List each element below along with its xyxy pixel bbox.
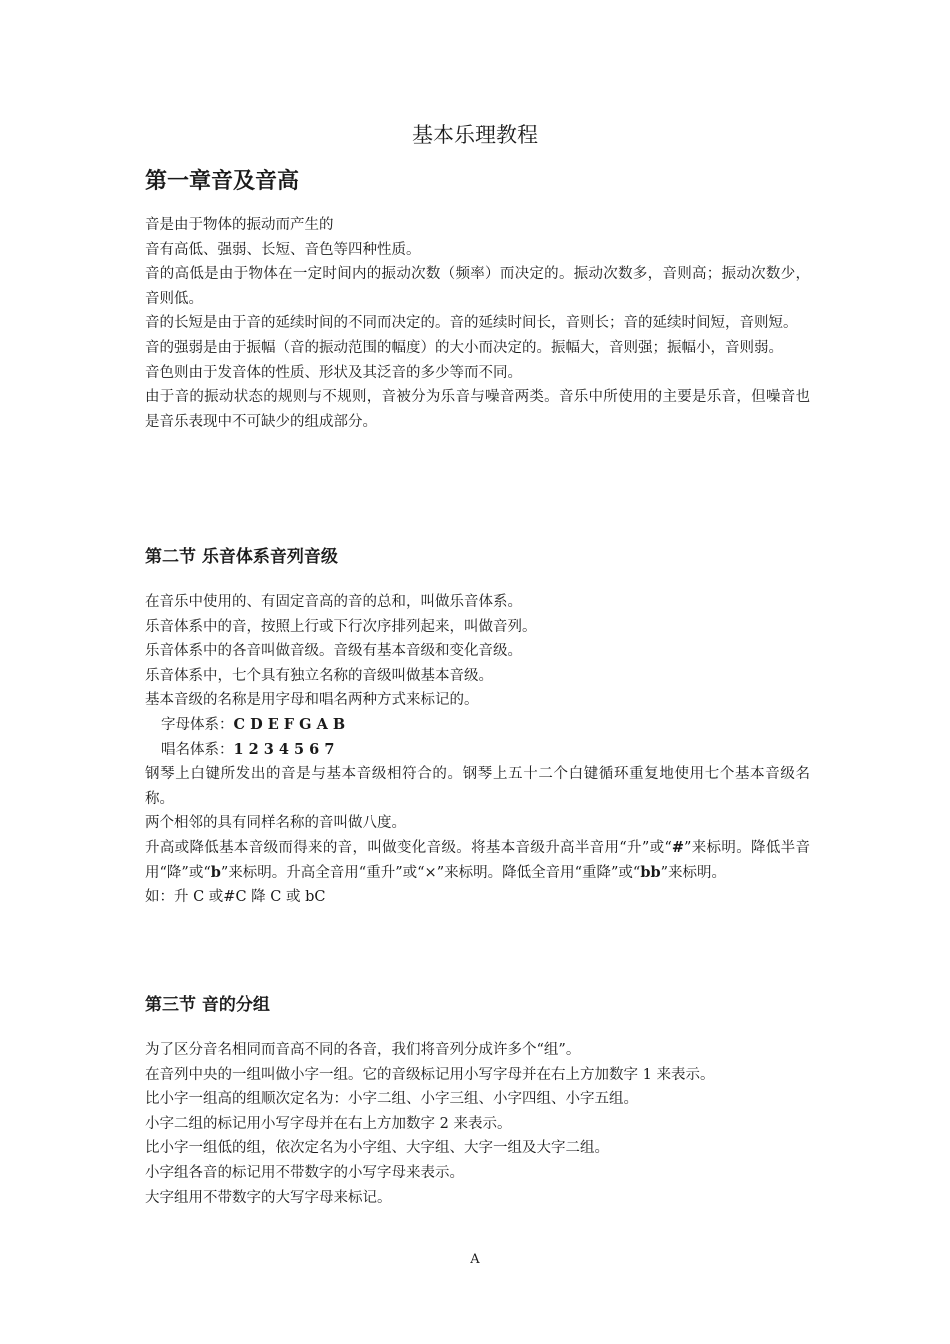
- text-run: 升高或降低基本音级而得来的音，叫做变化音级。将基本音级升高半音用“升”或“: [145, 839, 672, 856]
- paragraph: 小字组各音的标记用不带数字的小写字母来表示。: [145, 1164, 464, 1181]
- paragraph: 音的长短是由于音的延续时间的不同而决定的。音的延续时间长，音则长；音的延续时间短，音则短。: [145, 315, 798, 332]
- letter-system-value: C D E F G A B: [233, 715, 346, 733]
- paragraph: 为了区分音名相同而音高不同的各音，我们将音列分成许多个“组”。: [145, 1042, 581, 1058]
- solfege-system-label: 唱名体系：: [161, 741, 234, 758]
- solfege-system-line: [145, 738, 810, 763]
- paragraph: 大字组用不带数字的大写字母来标记。: [145, 1189, 392, 1206]
- section-2-body: [145, 590, 810, 910]
- section-2-title: 第二节 乐音体系音列音级: [145, 547, 338, 567]
- double-flat-symbol: bb: [640, 863, 661, 881]
- text-run: ”来标明。: [660, 864, 727, 881]
- paragraph: 乐音体系中，七个具有独立名称的音级叫做基本音级。: [145, 667, 493, 684]
- letter-system-label: 字母体系：: [161, 716, 234, 733]
- paragraph: 由于音的振动状态的规则与不规则，音被分为乐音与噪音两类。音乐中所使用的主要是乐音，但噪音也是音乐表现中不可缺少的组成部分。: [145, 389, 810, 430]
- paragraph: [145, 836, 810, 885]
- chapter-title: 第一章音及音高: [145, 169, 300, 194]
- paragraph: 比小字一组低的组，依次定名为小字组、大字组、大字一组及大字二组。: [145, 1140, 609, 1157]
- solfege-system-value: 1 2 3 4 5 6 7: [233, 740, 335, 758]
- paragraph: 两个相邻的具有同样名称的音叫做八度。: [145, 815, 406, 832]
- paragraph: 音的强弱是由于振幅（音的振动范围的幅度）的大小而决定的。振幅大，音则强；振幅小，音则弱。: [145, 339, 783, 356]
- paragraph: 在音乐中使用的、有固定音高的音的总和，叫做乐音体系。: [145, 594, 522, 610]
- text-run: ”来标明。降低半音用“降”或“: [145, 839, 810, 881]
- page-footer: A: [470, 1252, 480, 1267]
- paragraph: 音色则由于发音体的性质、形状及其泛音的多少等而不同。: [145, 364, 522, 381]
- paragraph: 音有高低、强弱、长短、音色等四种性质。: [145, 241, 421, 258]
- paragraph: 乐音体系中的各音叫做音级。音级有基本音级和变化音级。: [145, 643, 522, 660]
- paragraph: 如：升 C 或#C 降 C 或 bC: [145, 889, 326, 906]
- paragraph: 音是由于物体的振动而产生的: [145, 217, 334, 233]
- paragraph: 小字二组的标记用小写字母并在右上方加数字 2 来表示。: [145, 1115, 512, 1132]
- section-3-body: [145, 1038, 810, 1210]
- paragraph: 基本音级的名称是用字母和唱名两种方式来标记的。: [145, 692, 479, 709]
- paragraph: 在音列中央的一组叫做小字一组。它的音级标记用小写字母并在右上方加数字 1 来表示。: [145, 1066, 715, 1083]
- letter-system-line: [145, 713, 810, 738]
- text-run: ”来标明。升高全音用“重升”或“×”来标明。降低全音用“重降”或“: [220, 864, 641, 881]
- chapter-body: [145, 213, 810, 434]
- paragraph: 乐音体系中的音，按照上行或下行次序排列起来，叫做音列。: [145, 618, 537, 635]
- section-3-title: 第三节 音的分组: [145, 995, 270, 1015]
- paragraph: 音的高低是由于物体在一定时间内的振动次数（频率）而决定的。振动次数多，音则高；振动次数少，音则低。: [145, 266, 810, 307]
- paragraph: 钢琴上白键所发出的音是与基本音级相符合的。钢琴上五十二个白键循环重复地使用七个基本音级名称。: [145, 766, 810, 807]
- paragraph: 比小字一组高的组顺次定名为：小字二组、小字三组、小字四组、小字五组。: [145, 1091, 638, 1108]
- flat-symbol: b: [210, 863, 221, 881]
- document-title: 基本乐理教程: [412, 123, 538, 147]
- sharp-symbol: #: [671, 838, 684, 856]
